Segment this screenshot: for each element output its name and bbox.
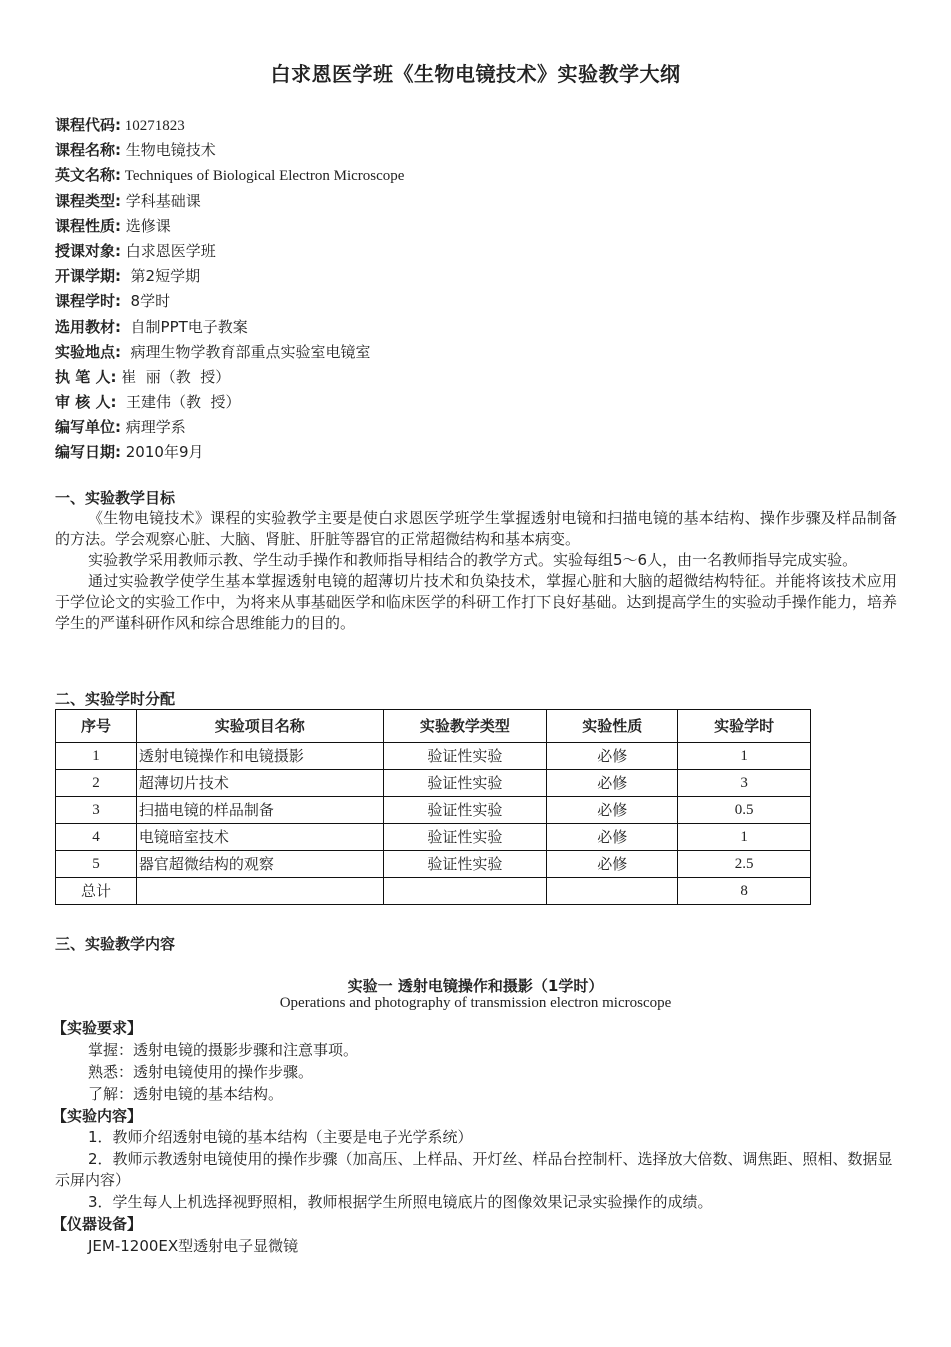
table-cell: 0.5 — [678, 797, 811, 824]
meta-label: 授课对象: — [55, 241, 121, 260]
header-cell: 实验教学类型 — [383, 710, 547, 743]
meta-value: 病理学系 — [121, 418, 186, 437]
course-name-line — [55, 139, 905, 164]
requirement-item: 熟悉：透射电镜使用的操作步骤。 — [88, 1063, 314, 1081]
table-cell: 必修 — [547, 824, 678, 851]
meta-value: 王建伟（教 授） — [116, 393, 241, 412]
table-cell: 验证性实验 — [383, 797, 547, 824]
table-header-row — [56, 710, 811, 743]
table-cell: 4 — [56, 824, 137, 851]
meta-label: 课程学时: — [55, 292, 121, 311]
meta-value: 10271823 — [121, 118, 185, 134]
textbook-line — [55, 316, 905, 341]
meta-value: 自制PPT电子教案 — [121, 317, 248, 336]
objectives-body — [55, 508, 897, 634]
reviewer-line — [55, 391, 905, 416]
table-cell: 必修 — [547, 743, 678, 770]
table-cell: 必修 — [547, 851, 678, 878]
table-cell: 2.5 — [678, 851, 811, 878]
table-cell: 验证性实验 — [383, 824, 547, 851]
course-nature-line — [55, 215, 905, 240]
table-cell: 扫描电镜的样品制备 — [136, 797, 383, 824]
section-heading-objectives: 一、实验教学目标 — [55, 489, 176, 507]
meta-label: 开课学期: — [55, 267, 121, 286]
hours-table — [55, 709, 811, 905]
total-label-cell: 总计 — [56, 878, 137, 905]
experiment-body — [52, 1017, 897, 1257]
meta-value: 选修课 — [121, 216, 171, 235]
table-cell: 1 — [678, 743, 811, 770]
meta-label: 课程性质: — [55, 216, 121, 235]
table-cell: 必修 — [547, 770, 678, 797]
meta-value: Techniques of Biological Electron Microscope — [121, 168, 405, 185]
audience-line — [55, 240, 905, 265]
content-heading: 【实验内容】 — [52, 1107, 143, 1125]
requirement-item: 掌握：透射电镜的摄影步骤和注意事项。 — [88, 1041, 359, 1059]
date-line — [55, 441, 905, 466]
total-hours-cell: 8 — [678, 878, 811, 905]
header-cell: 实验项目名称 — [136, 710, 383, 743]
english-name-line — [55, 164, 905, 189]
table-total-row — [56, 878, 811, 905]
header-cell: 实验学时 — [678, 710, 811, 743]
requirement-item: 了解：透射电镜的基本结构。 — [88, 1085, 284, 1103]
table-cell-empty — [136, 878, 383, 905]
meta-value: 病理生物学教育部重点实验室电镜室 — [121, 342, 371, 361]
meta-label: 编写单位: — [55, 418, 121, 437]
requirements-heading: 【实验要求】 — [52, 1019, 143, 1037]
meta-label: 实验地点: — [55, 342, 121, 361]
table-cell: 器官超微结构的观察 — [136, 851, 383, 878]
meta-label: 选用教材: — [55, 317, 121, 336]
table-cell: 电镜暗室技术 — [136, 824, 383, 851]
paragraph: 实验教学采用教师示教、学生动手操作和教师指导相结合的教学方式。实验每组5～6人，由一名教师指导完成实验。 — [88, 551, 858, 569]
table-cell: 验证性实验 — [383, 770, 547, 797]
department-line — [55, 416, 905, 441]
section-heading-hours: 二、实验学时分配 — [55, 690, 176, 708]
experiment-title: 实验一 透射电镜操作和摄影（1学时） — [347, 977, 604, 995]
hours-line — [55, 290, 905, 315]
equipment-heading: 【仪器设备】 — [52, 1215, 143, 1233]
meta-value: 2010年9月 — [121, 443, 204, 462]
table-cell: 验证性实验 — [383, 743, 547, 770]
content-item: 1．教师介绍透射电镜的基本结构（主要是电子光学系统） — [88, 1128, 473, 1146]
meta-label: 课程名称: — [55, 141, 121, 160]
section-heading-content: 三、实验教学内容 — [55, 935, 176, 953]
course-type-line — [55, 190, 905, 215]
table-row — [56, 851, 811, 878]
paragraph: 《生物电镜技术》课程的实验教学主要是使白求恩医学班学生掌握透射电镜和扫描电镜的基本结构、操作步骤及样品制备的方法。学会观察心脏、大脑、肾脏、肝脏等器官的正常超微结构和基本病变。 — [55, 509, 897, 548]
content-item: 2．教师示教透射电镜使用的操作步骤（加高压、上样品、开灯丝、样品台控制杆、选择放大倍数、调焦距、照相、数据显示屏内容） — [55, 1149, 893, 1189]
meta-label: 审 核 人: — [55, 393, 117, 412]
course-info — [55, 114, 905, 467]
meta-label: 课程类型: — [55, 191, 121, 210]
meta-value: 崔 丽（教 授） — [116, 367, 231, 386]
course-code-line — [55, 114, 905, 139]
experiment-subtitle: Operations and photography of transmission electron microscope — [279, 995, 672, 1011]
table-cell: 2 — [56, 770, 137, 797]
meta-label: 课程代码: — [55, 116, 121, 134]
meta-label: 执 笔 人: — [55, 367, 117, 386]
equipment-item: JEM-1200EX型透射电子显微镜 — [88, 1237, 299, 1255]
table-row — [56, 743, 811, 770]
author-line — [55, 366, 905, 391]
table-cell: 超薄切片技术 — [136, 770, 383, 797]
location-line — [55, 341, 905, 366]
meta-value: 第2短学期 — [121, 267, 201, 286]
table-row — [56, 824, 811, 851]
header-cell: 实验性质 — [547, 710, 678, 743]
meta-label: 英文名称: — [55, 166, 121, 185]
table-cell-empty — [383, 878, 547, 905]
semester-line — [55, 265, 905, 290]
document-title: 白求恩医学班《生物电镜技术》实验教学大纲 — [270, 62, 681, 86]
meta-label: 编写日期: — [55, 443, 121, 462]
content-item: 3．学生每人上机选择视野照相，教师根据学生所照电镜底片的图像效果记录实验操作的成绩。 — [88, 1192, 713, 1211]
table-cell: 必修 — [547, 797, 678, 824]
meta-value: 生物电镜技术 — [121, 141, 216, 160]
table-cell: 3 — [56, 797, 137, 824]
table-cell: 5 — [56, 851, 137, 878]
meta-value: 白求恩医学班 — [121, 241, 216, 260]
header-cell: 序号 — [56, 710, 137, 743]
table-cell: 验证性实验 — [383, 851, 547, 878]
table-cell: 1 — [678, 824, 811, 851]
table-row — [56, 770, 811, 797]
table-row — [56, 797, 811, 824]
table-cell: 1 — [56, 743, 137, 770]
table-cell: 3 — [678, 770, 811, 797]
meta-value: 8学时 — [121, 292, 171, 311]
table-cell-empty — [547, 878, 678, 905]
table-cell: 透射电镜操作和电镜摄影 — [136, 743, 383, 770]
meta-value: 学科基础课 — [121, 191, 201, 210]
paragraph: 通过实验教学使学生基本掌握透射电镜的超薄切片技术和负染技术，掌握心脏和大脑的超微结构特征。并能将该技术应用于学位论文的实验工作中，为将来从事基础医学和临床医学的科研工作打下良好基础。达到提高学生的实验动手操作能力，培养学生的严谨科研作风和综合思维能力的目的。 — [55, 572, 897, 632]
